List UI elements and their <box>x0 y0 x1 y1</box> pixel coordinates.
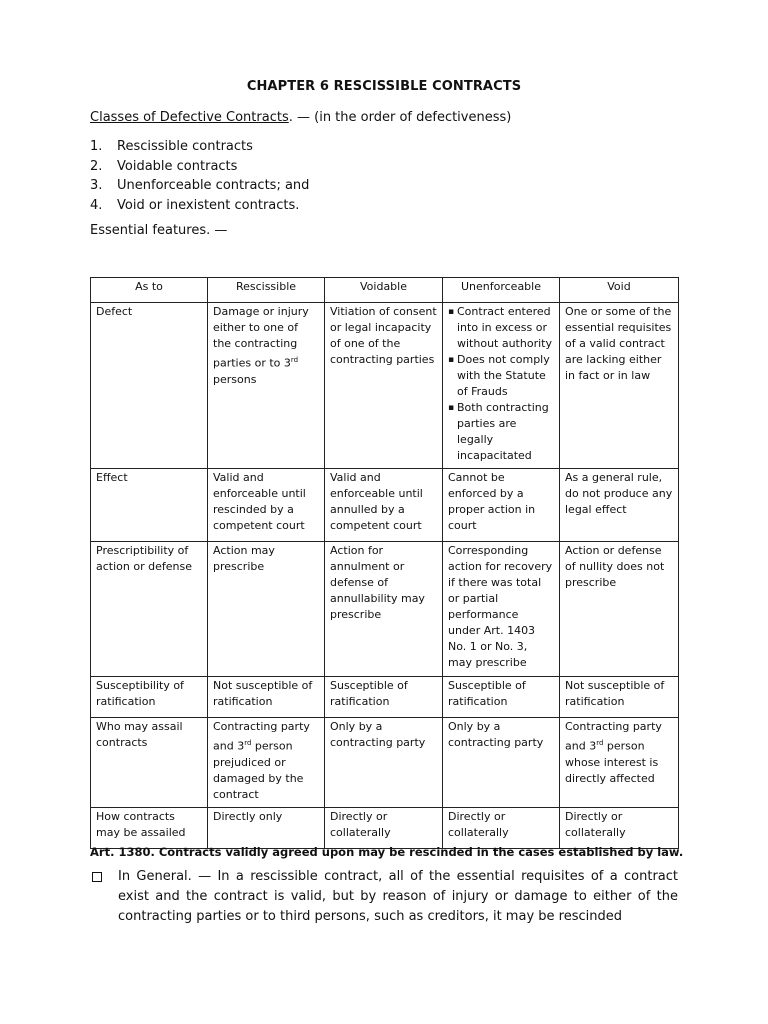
article-1380: Art. 1380. Contracts validly agreed upon may be rescinded in the cases established by law. <box>90 845 684 859</box>
table-row <box>91 718 679 808</box>
classes-heading-suffix: . — (in the order of defectiveness) <box>288 110 512 125</box>
general-text: . — In a rescissible contract, all of the essential requisites of a contract exist and the contract is valid, but by reason of injury or damage to either of the contracting parties or to third persons, such as creditors, it may be rescinded <box>118 869 679 924</box>
general-label: In General <box>118 869 188 884</box>
table-row <box>91 469 679 542</box>
list-item <box>90 157 309 177</box>
cell-voidable: Directly or collaterally <box>325 807 443 848</box>
features-table <box>90 277 679 849</box>
general-paragraph <box>90 867 678 927</box>
cell-rescissible: Valid and enforceable until rescinded by a competent court <box>208 469 325 542</box>
cell-unenforceable: Cannot be enforced by a proper action in court <box>443 469 560 542</box>
cell-void: Not susceptible of ratification <box>560 677 679 718</box>
cell-rescissible: Not susceptible of ratification <box>208 677 325 718</box>
cell-voidable: Valid and enforceable until annulled by a competent court <box>325 469 443 542</box>
cell-as-to: Defect <box>91 303 208 469</box>
list-text: Void or inexistent contracts. <box>117 197 300 213</box>
classes-heading: Classes of Defective Contracts <box>90 110 289 125</box>
header-voidable: Voidable <box>325 278 443 303</box>
cell-unenforceable: Only by a contracting party <box>443 718 560 808</box>
table-row <box>91 303 679 469</box>
cell-void: Action or defense of nullity does not prescribe <box>560 542 679 677</box>
cell-void: As a general rule, do not produce any legal effect <box>560 469 679 542</box>
chapter-title: CHAPTER 6 RESCISSIBLE CONTRACTS <box>246 79 522 94</box>
checkbox-bullet-icon <box>92 872 102 882</box>
cell-as-to: Who may assail contracts <box>91 718 208 808</box>
list-number: 4. <box>90 197 103 213</box>
list-text: Unenforceable contracts; and <box>117 178 310 193</box>
cell-voidable: Susceptible of ratification <box>325 677 443 718</box>
header-void: Void <box>560 278 679 303</box>
cell-voidable: Vitiation of consent or legal incapacity of one of the contracting parties <box>325 303 443 469</box>
cell-rescissible: Directly only <box>208 807 325 848</box>
cell-voidable: Only by a contracting party <box>325 718 443 808</box>
header-rescissible: Rescissible <box>208 278 325 303</box>
table-header-row <box>91 278 679 303</box>
features-label: Essential features. — <box>90 223 228 238</box>
list-text: Rescissible contracts <box>117 139 253 154</box>
cell-void: Directly or collaterally <box>560 807 679 848</box>
list-number: 1. <box>90 139 103 154</box>
classes-list <box>90 137 309 215</box>
list-item: ▪ Contract entered into in excess or without authority <box>448 304 554 352</box>
list-text: Voidable contracts <box>117 158 238 174</box>
cell-void: One or some of the essential requisites of a valid contract are lacking either in fact or in law <box>560 303 679 469</box>
cell-as-to: Effect <box>91 469 208 542</box>
cell-rescissible: Damage or injury either to one of the contracting parties or to 3rd persons <box>208 303 325 469</box>
list-number: 2. <box>90 158 103 174</box>
cell-rescissible: Action may prescribe <box>208 542 325 677</box>
table-row <box>91 542 679 677</box>
table-row <box>91 807 679 848</box>
cell-rescissible: Contracting party and 3rd person prejudiced or damaged by the contract <box>208 718 325 808</box>
list-item <box>90 176 309 196</box>
cell-as-to: Prescriptibility of action or defense <box>91 542 208 677</box>
list-item <box>90 137 309 157</box>
list-item <box>90 196 309 216</box>
cell-unenforceable <box>443 303 560 469</box>
cell-unenforceable: Corresponding action for recovery if there was total or partial performance under Art. 1403 No. 1 or No. 3, may prescribe <box>443 542 560 677</box>
cell-as-to: Susceptibility of ratification <box>91 677 208 718</box>
list-number: 3. <box>90 178 103 193</box>
cell-void: Contracting party and 3rd person whose interest is directly affected <box>560 718 679 808</box>
table-row <box>91 677 679 718</box>
cell-unenforceable: Directly or collaterally <box>443 807 560 848</box>
list-item: ▪ Both contracting parties are legally incapacitated <box>448 400 554 464</box>
cell-unenforceable: Susceptible of ratification <box>443 677 560 718</box>
cell-as-to: How contracts may be assailed <box>91 807 208 848</box>
classes-heading-line <box>90 110 511 125</box>
list-item: ▪ Does not comply with the Statute of Frauds <box>448 352 554 400</box>
bullet-list <box>448 304 554 464</box>
header-as-to: As to <box>91 278 208 303</box>
cell-voidable: Action for annulment or defense of annullability may prescribe <box>325 542 443 677</box>
header-unenforceable: Unenforceable <box>443 278 560 303</box>
